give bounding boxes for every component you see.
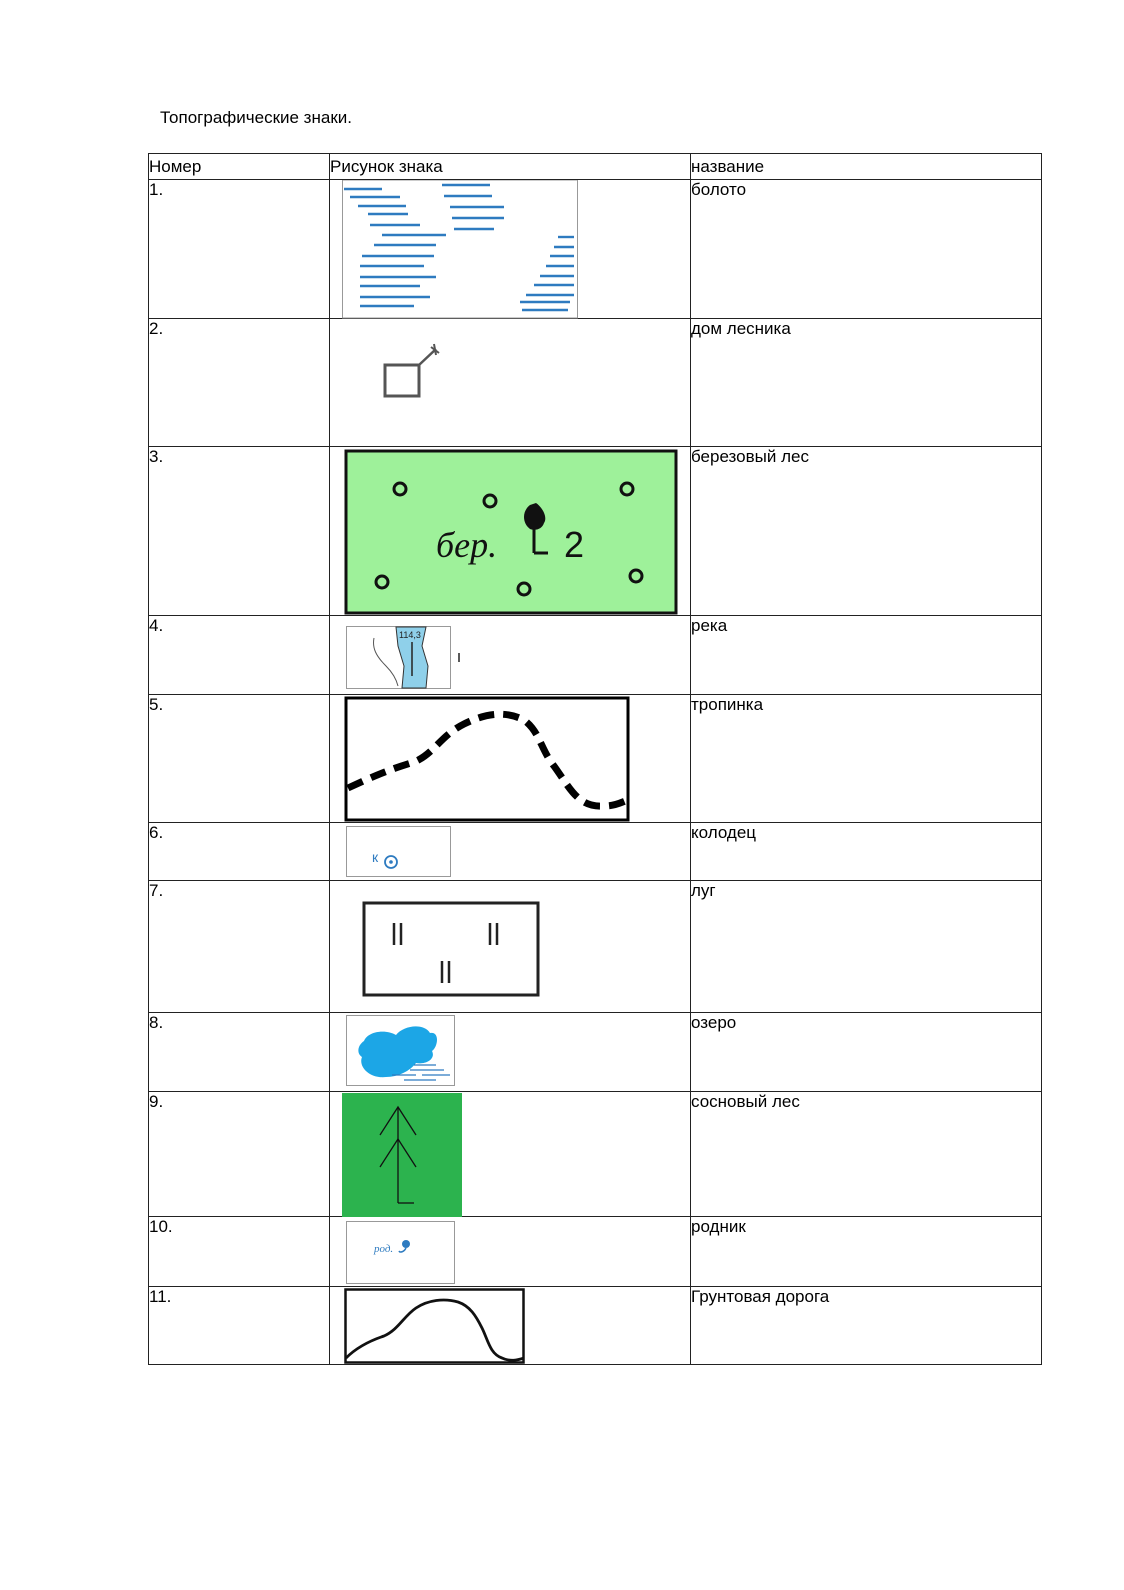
sign-cell — [330, 1013, 691, 1092]
row-number: 5. — [149, 695, 330, 823]
sign-name: сосновый лес — [691, 1092, 1042, 1217]
sign-cell — [330, 1217, 691, 1287]
header-number: Номер — [149, 154, 330, 180]
row-number: 2. — [149, 319, 330, 447]
table-row — [149, 447, 1042, 616]
row-number: 1. — [149, 180, 330, 319]
row-number: 3. — [149, 447, 330, 616]
document-title: Топографические знаки. — [160, 108, 352, 127]
header-sign-picture: Рисунок знака — [330, 154, 691, 180]
sign-name: тропинка — [691, 695, 1042, 823]
footpath-icon — [344, 696, 630, 822]
table-row — [149, 1013, 1042, 1092]
spring-label: род. — [374, 1243, 394, 1255]
sign-cell — [330, 881, 691, 1013]
row-number: 7. — [149, 881, 330, 1013]
meadow-icon — [362, 901, 542, 999]
sign-name: березовый лес — [691, 447, 1042, 616]
sign-name: река — [691, 616, 1042, 695]
birch-abbrev-label: бер. — [436, 525, 498, 565]
sign-name: озеро — [691, 1013, 1042, 1092]
header-name: название — [691, 154, 1042, 180]
dirt-road-icon — [344, 1288, 526, 1364]
sign-cell — [330, 1287, 691, 1365]
row-number: 9. — [149, 1092, 330, 1217]
table-header-row — [149, 154, 1042, 180]
birch-forest-icon — [344, 449, 678, 615]
sign-name: дом лесника — [691, 319, 1042, 447]
sign-name: болото — [691, 180, 1042, 319]
sign-cell — [330, 1092, 691, 1217]
table-row — [149, 180, 1042, 319]
table-row — [149, 695, 1042, 823]
table-row — [149, 319, 1042, 447]
table-row — [149, 881, 1042, 1013]
sign-cell — [330, 823, 691, 881]
swamp-icon — [342, 180, 578, 319]
sign-name: луг — [691, 881, 1042, 1013]
river-height-label: 114,3 — [399, 630, 421, 640]
row-number: 6. — [149, 823, 330, 881]
well-icon — [346, 826, 452, 878]
river-icon — [346, 626, 471, 690]
table-row — [149, 823, 1042, 881]
pine-forest-icon — [342, 1093, 462, 1217]
row-number: 10. — [149, 1217, 330, 1287]
table-row — [149, 1092, 1042, 1217]
topographic-signs-table — [148, 153, 1042, 1365]
table-row — [149, 1287, 1042, 1365]
sign-cell — [330, 695, 691, 823]
spring-icon — [346, 1221, 456, 1285]
table-row — [149, 616, 1042, 695]
sign-name: Грунтовая дорога — [691, 1287, 1042, 1365]
sign-name: родник — [691, 1217, 1042, 1287]
sign-cell — [330, 319, 691, 447]
sign-cell — [330, 180, 691, 319]
row-number: 4. — [149, 616, 330, 695]
row-number: 11. — [149, 1287, 330, 1365]
forester-house-icon — [380, 343, 450, 403]
lake-icon — [346, 1015, 456, 1087]
sign-cell — [330, 616, 691, 695]
birch-height-label: 2 — [564, 524, 585, 565]
table-row — [149, 1217, 1042, 1287]
sign-cell — [330, 447, 691, 616]
sign-name: колодец — [691, 823, 1042, 881]
row-number: 8. — [149, 1013, 330, 1092]
well-label: к — [372, 849, 379, 865]
